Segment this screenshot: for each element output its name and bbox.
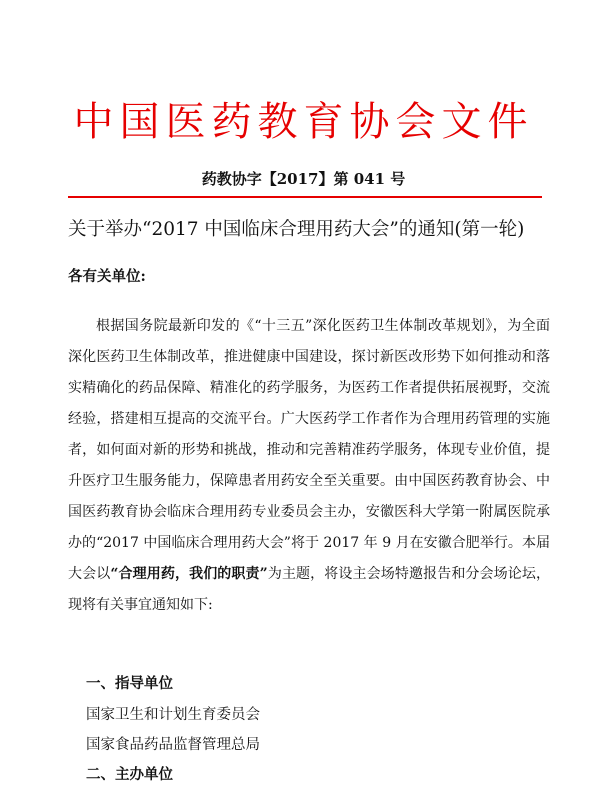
document-number: 药教协字【2017】第 041 号 [201,170,406,188]
guidance-unit-item: 国家卫生和计划生育委员会 [86,707,260,723]
paragraph-text-part1: 根据国务院最新印发的《“十三五”深化医药卫生体制改革规划》，为全面深化医药卫生体制改革，推进健康中国建设，探讨新医改形势下如何推动和落实精确化的药品保障、精准化的药学服务，为医药工作者提供拓展视野，交流经验，搭建相互提高的交流平台。广大医药学工作者作为合理用药管理的实施者，如何面对新的形势和挑战，推动和完善精准药学服务，体现专业价值，提升医疗卫生服务能力，保障患者用药安全至关重要。由中国医药教育协会、中国医药教育协会临床合理用药专业委员会主办，安徽医科大学第一附属医院承办的“2017 中国临床合理用药大会”将于 2017 年 9 月在安徽合肥举行。本届大会以 [68,318,550,582]
paragraph-text-part2: 为主题，将设主会场特邀报告和分会场论坛，现将有关事宜通知如下: [68,566,551,613]
guidance-unit-item: 国家食品药品监督管理总局 [86,737,260,753]
body-paragraph [68,311,550,621]
section-heading-guidance: 一、指导单位 [86,675,173,692]
notice-title: 关于举办“2017 中国临床合理用药大会”的通知(第一轮) [68,219,525,240]
recipient-salutation: 各有关单位: [68,268,146,285]
org-file-title: 中国医药教育协会文件 [73,99,534,145]
red-divider-line [68,196,542,198]
section-heading-host: 二、主办单位 [86,766,173,783]
conference-theme: “合理用药，我们的职责” [110,566,268,582]
